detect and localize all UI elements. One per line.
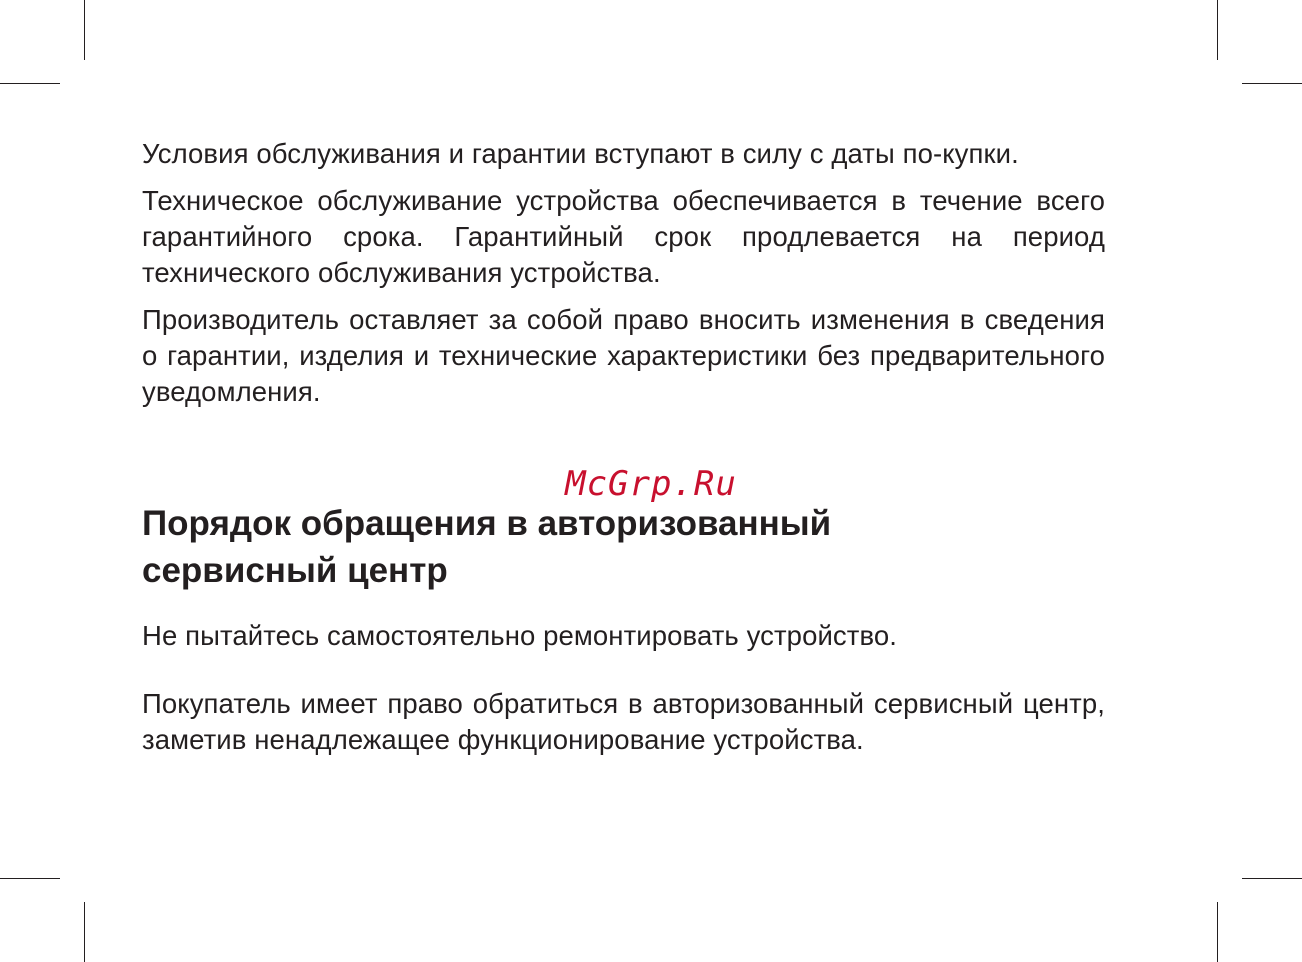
no-self-repair-paragraph: Не пытайтесь самостоятельно ремонтировать устройство.: [142, 620, 898, 651]
crop-mark-top-left-horizontal: [0, 83, 60, 84]
crop-mark-bottom-right-vertical: [1217, 902, 1218, 962]
service-center-block: [142, 686, 1105, 758]
section-heading-line1: Порядок обращения в авторизованный: [142, 504, 832, 543]
section-heading: [142, 500, 1105, 594]
service-center-paragraph: Покупатель имеет право обратиться в авторизованный сервисный центр, заметив ненадлежащее функционирование устройства.: [142, 688, 1105, 755]
crop-mark-top-right-horizontal: [1242, 83, 1302, 84]
crop-mark-bottom-left-vertical: [84, 902, 85, 962]
crop-mark-bottom-left-horizontal: [0, 878, 60, 879]
watermark: McGrp.Ru: [565, 464, 737, 504]
crop-mark-bottom-right-horizontal: [1242, 878, 1302, 879]
no-self-repair-block: [142, 618, 1105, 654]
warranty-terms-block: [142, 136, 1105, 410]
section-heading-line2: сервисный центр: [142, 551, 448, 590]
warranty-start-paragraph: Условия обслуживания и гарантии вступают в силу с даты по-купки.: [142, 138, 1019, 169]
manufacturer-rights-paragraph: Производитель оставляет за собой право вносить изменения в сведения о гарантии, изделия и технические характеристики без предварительного уведомления.: [142, 304, 1105, 407]
crop-mark-top-right-vertical: [1217, 0, 1218, 60]
maintenance-paragraph: Техническое обслуживание устройства обеспечивается в течение всего гарантийного срока. Гарантийный срок продлевается на период технического обслуживания устройства.: [142, 185, 1105, 288]
crop-mark-top-left-vertical: [84, 0, 85, 60]
